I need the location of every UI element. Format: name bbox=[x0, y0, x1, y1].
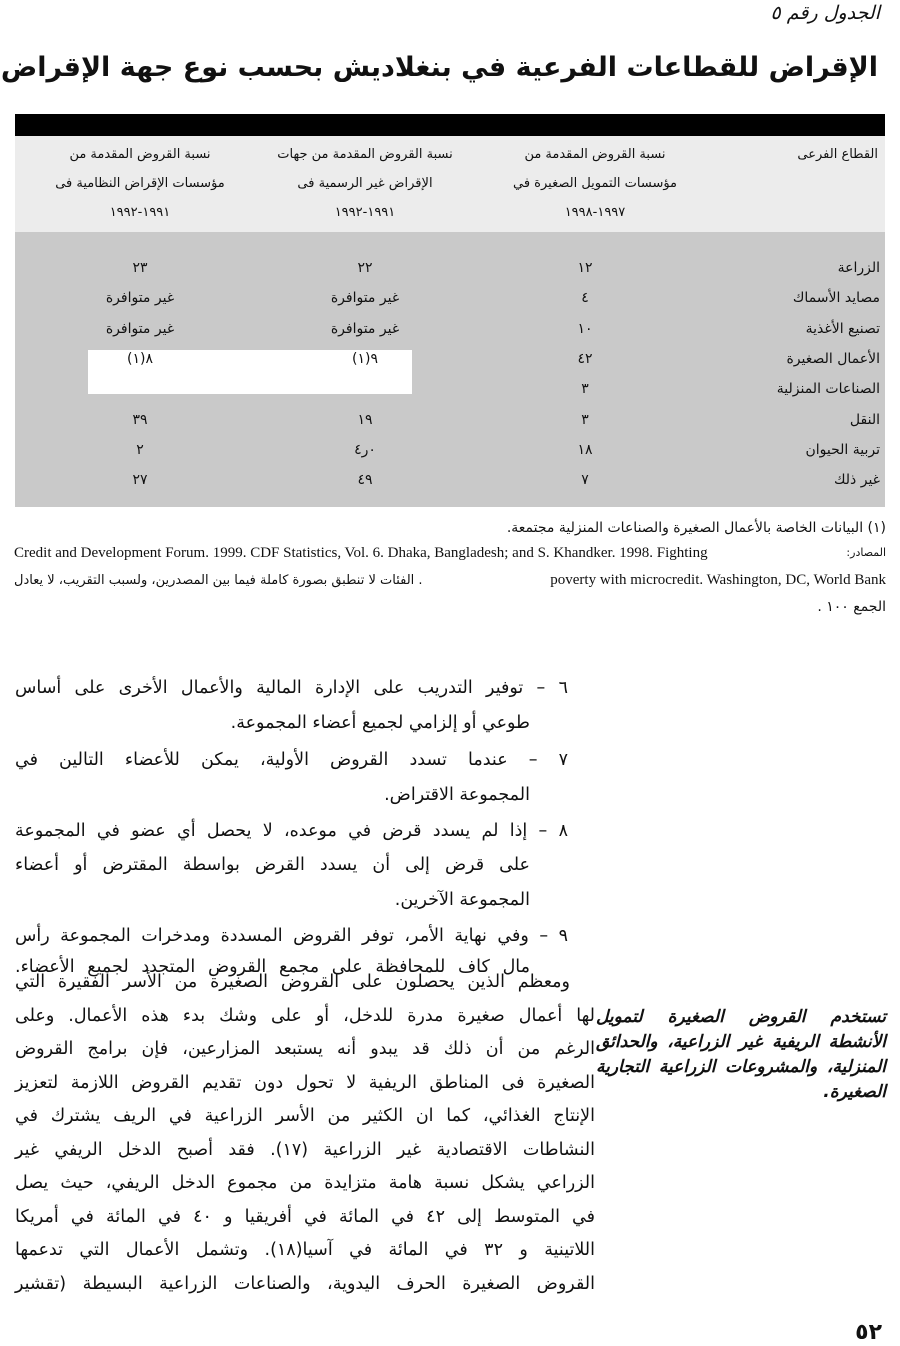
table-header-cell: ١٩٩١-١٩٩٢ bbox=[109, 205, 171, 220]
table-cell: ٤ bbox=[581, 290, 589, 307]
table-label: الجدول رقم ٥ bbox=[770, 2, 880, 24]
table-header-cell: ١٩٩٧-١٩٩٨ bbox=[564, 205, 626, 220]
table-header-cell: القطاع الفرعى bbox=[797, 147, 878, 162]
table-row-label: مصايد الأسماك bbox=[792, 290, 880, 307]
list-item: ٩ – وفي نهاية الأمر، توفر القروض المسددة ومدخرات المجموعة رأس bbox=[15, 926, 568, 946]
paragraph-line: لها أعمال صغيرة مدرة للدخل، أو على وشك بدء هذه الأعمال. وعلى bbox=[15, 1005, 595, 1026]
paragraph-line: في المتوسط إلى ٤٢ في المائة في أفريقيا و ٤٠ في المائة في أمريكا bbox=[15, 1206, 596, 1227]
table-cell: ٢٢ bbox=[357, 260, 373, 276]
table-cell: ١٩ bbox=[357, 411, 373, 428]
list-item-continuation: مال كاف للمحافظة على مجمع القروض المتجدد لجميع الأعضاء. bbox=[15, 957, 530, 977]
paragraph-line: النشاطات الاقتصادية غير الزراعية (١٧). فقد أصبح الدخل الريفي غير bbox=[15, 1139, 595, 1160]
paragraph-line: الإنتاج الغذائي، كما ان الكثير من الأسر الزراعية في الريف يشترك في bbox=[15, 1106, 595, 1126]
table-row-label: الزراعة bbox=[837, 260, 880, 276]
table-row-label: الصناعات المنزلية bbox=[776, 381, 880, 398]
table-cell: ٢٧ bbox=[132, 472, 148, 489]
table-cell: غير متوافرة bbox=[105, 320, 175, 337]
source-text-en-2: poverty with microcredit. Washington, DC, World Bank bbox=[550, 572, 886, 588]
source-text-en-1: Credit and Development Forum. 1999. CDF Statistics, Vol. 6. Dhaka, Bangladesh; and S. Khandker. 1998. Fighting bbox=[14, 545, 708, 561]
table-cell: ٢٣ bbox=[132, 260, 148, 276]
table-cell: ١٠ bbox=[577, 320, 593, 337]
table-header-cell: مؤسسات التمويل الصغيرة في bbox=[512, 176, 678, 191]
table-cell: ١٨ bbox=[577, 441, 593, 458]
list-item-continuation: المجموعة الآخرين. bbox=[394, 890, 530, 910]
table-cell: ٨(١) bbox=[127, 350, 153, 367]
table-row-label: الأعمال الصغيرة bbox=[786, 350, 880, 367]
table-top-bar bbox=[15, 114, 885, 136]
paragraph-line: الزراعي يشكل نسبة هامة متزايدة من مجموع الدخل الريفي، حيث يصل bbox=[15, 1173, 595, 1193]
table-cell: ٠ر٤ bbox=[354, 441, 376, 458]
page-title: الإقراض للقطاعات الفرعية في بنغلاديش بحسب نوع جهة الإقراض bbox=[0, 52, 878, 83]
page-number: ٥٢ bbox=[855, 1320, 882, 1345]
source-text-ar-2: . الفئات لا تنطبق بصورة كاملة فيما بين المصدرين، ولسبب التقريب، لا يعادل bbox=[14, 573, 423, 588]
table-cell: ١٢ bbox=[577, 260, 593, 276]
table-header-cell: مؤسسات الإقراض النظامية فى bbox=[55, 176, 225, 191]
list-item-continuation: على قرض إلى أن يسدد القرض بواسطة المقترض أو أعضاء bbox=[15, 855, 530, 875]
list-item-continuation: المجموعة الاقتراض. bbox=[384, 785, 530, 805]
sidebar-pull-quote: تستخدم القروض الصغيرة لتمويل الأنشطة الريفية غير الزراعية، والحدائق المنزلية، والمشروعات الزراعية التجارية الصغيرة. bbox=[596, 1007, 886, 1102]
table-cell: ٢ bbox=[136, 441, 144, 458]
table-cell: ٤٢ bbox=[577, 350, 593, 367]
table-cell: غير متوافرة bbox=[330, 320, 400, 337]
list-item-continuation: طوعي أو إلزامي لجميع أعضاء المجموعة. bbox=[230, 713, 530, 733]
table-row-label: غير ذلك bbox=[833, 472, 880, 489]
source-label: المصادر: bbox=[846, 546, 886, 559]
paragraph-line: اللاتينية و ٣٢ في المائة في آسيا(١٨). وتشمل الأعمال التي تدعمها bbox=[15, 1240, 596, 1260]
table-header-cell: نسبة القروض المقدمة من bbox=[524, 147, 666, 162]
table-header-cell: نسبة القروض المقدمة من bbox=[69, 147, 211, 162]
table-row-label: النقل bbox=[849, 411, 880, 428]
table-cell: ٤٩ bbox=[357, 472, 373, 489]
table-cell: ٣٩ bbox=[132, 411, 148, 428]
table-row-label: تصنيع الأغذية bbox=[805, 320, 880, 337]
table-cell: غير متوافرة bbox=[105, 290, 175, 307]
table-cell: ٣ bbox=[581, 381, 589, 398]
list-item: ٦ – توفير التدريب على الإدارة المالية والأعمال الأخرى على أساس bbox=[15, 678, 568, 698]
table-header-cell: نسبة القروض المقدمة من جهات bbox=[277, 147, 453, 162]
table-cell: ٩(١) bbox=[352, 350, 378, 367]
paragraph-line: ومعظم الذين يحصلون على القروض الصغيرة من الأسر الفقيرة التي bbox=[15, 972, 570, 992]
table-cell: ٣ bbox=[581, 411, 589, 428]
table-cell: غير متوافرة bbox=[330, 290, 400, 307]
table-header-cell: ١٩٩١-١٩٩٢ bbox=[334, 205, 396, 220]
list-item: ٧ – عندما تسدد القروض الأولية، يمكن للأعضاء التالين في bbox=[15, 750, 568, 770]
source-text-ar-3: الجمع ١٠٠ . bbox=[817, 599, 886, 615]
paragraph-line: القروض الصغيرة الحرف اليدوية، والصناعات الزراعية البسيطة (تقشير bbox=[15, 1273, 595, 1294]
paragraph-line: الرغم من أن ذلك قد يبدو أنه يستبعد المزارعين، فإن برامج القروض bbox=[15, 1039, 595, 1059]
table-row-label: تربية الحيوان bbox=[805, 441, 880, 458]
list-item: ٨ – إذا لم يسدد قرض في موعده، لا يحصل أي عضو في المجموعة bbox=[15, 821, 568, 841]
table-header-cell: الإقراض غير الرسمية فى bbox=[297, 176, 433, 191]
table-cell: ٧ bbox=[581, 472, 589, 489]
paragraph-line: الصغيرة فى المناطق الريفية لا تحول دون تقديم القروض اللازمة لتعزيز bbox=[15, 1072, 595, 1093]
footnote-1: (١) البيانات الخاصة بالأعمال الصغيرة والصناعات المنزلية مجتمعة. bbox=[506, 520, 886, 536]
